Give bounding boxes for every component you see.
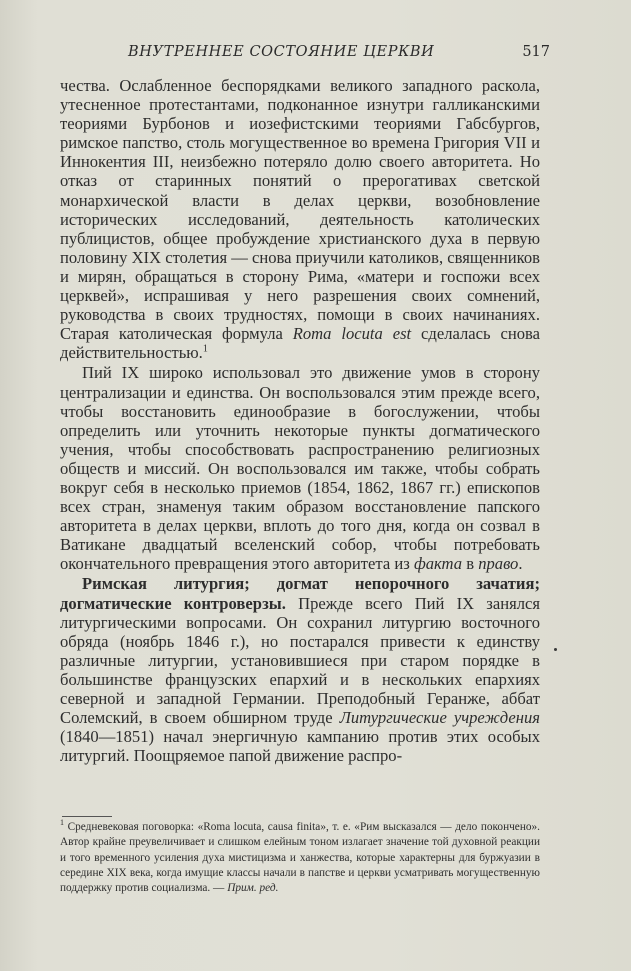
running-head: ВНУТРЕННЕЕ СОСТОЯНИЕ ЦЕРКВИ [128,44,435,60]
paragraph-2-mid: в [462,554,479,574]
paragraph-3-text: Прежде всего Пий IX занялся литургическими вопросами. Он сохранил литургию восточного обряда (ноябрь 1846 г.), но постарался привести к единству различные литургии, установившиеся при старом порядке в большинстве французских епархий и в нескольких епархиях северной и западной Германии. Преподобный Геранже, аббат Солемский, в своем обширном труде [60,593,540,728]
page-number: 517 [522,44,550,60]
italic-right: право [478,554,519,574]
main-text [60,76,540,765]
paragraph-3 [60,574,540,765]
footnote-reference[interactable]: 1 [202,343,208,355]
footnote-mark: 1 [60,818,64,828]
section-heading: Римская литургия; догмат непорочного зачатия; догматические контроверзы. [60,574,540,613]
latin-formula: Roma locuta est [292,324,412,344]
editor-note-signoff: Прим. ред. [227,882,279,895]
italic-fact: факта [413,554,463,574]
paragraph-2 [60,363,540,573]
footnote-text: Средневековая поговорка: «Roma locuta, causa finita», т. е. «Рим высказался — дело покончено». Автор крайне преувеличивает и слишком елейным тоном излагает значение той духовной реакции и того временного усиления духа мистицизма и ханжества, которые характерны для буржуазии в середине XIX века, когда имущие классы начали в папстве и церкви усматривать могущественную поддержку против социализма. — [60,821,540,895]
footnote-divider [62,816,112,817]
print-speck [554,648,557,651]
paragraph-3-end: (1840—1851) начал энергичную кампанию против этих особых литургий. Поощряемое папой движение распро- [60,727,540,766]
paragraph-1-end: сделалась снова действительностью. [60,324,540,363]
page-header [90,44,550,66]
paragraph-1-text: чества. Ослабленное беспорядками великого западного раскола, утесненное протестантами, подконанное изнутри галликанскими теориями Бурбонов и иозефистскими теориями Габсбургов, римское папство, столь могущественное во времена Григория VII и Иннокентия III, неизбежно потеряло долю своего авторитета. Но отказ от старинных понятий о прерогативах светской монархической власти в делах церкви, возобновление исторических исследований, деятельность католических публицистов, общее пробуждение христианского духа в первую половину XIX столетия — снова приучили католиков, священников и мирян, обращаться в сторону Рима, «матери и госпожи всех церквей», испрашивая у него разрешения своих сомнений, руководства в своих трудностях, помощи в своих начинаниях. Старая католическая формула [60,76,540,344]
paragraph-2-end: . [518,554,523,574]
paragraph-2-text: Пий IX широко использовал это движение умов в сторону централизации и единства. Он воспользовался этим прежде всего, чтобы восстановить единообразие в богослужении, чтобы определить или уточнить некоторые пункты догматического учения, чтобы способствовать распространению религиозных обществ и миссий. Он воспользовался им также, чтобы собрать вокруг себя в несколько приемов (1854, 1862, 1867 гг.) епископов всех стран, знаменуя таким образом восстановление папского авторитета в делах церкви, вплоть до того дня, когда он созвал в Ватикане двадцатый вселенский собор, чтобы потребовать окончательного превращения этого авторитета из [60,363,540,574]
footnote [60,820,540,896]
paragraph-1 [60,76,540,362]
italic-work-title: Литургические учреждения [339,708,540,728]
